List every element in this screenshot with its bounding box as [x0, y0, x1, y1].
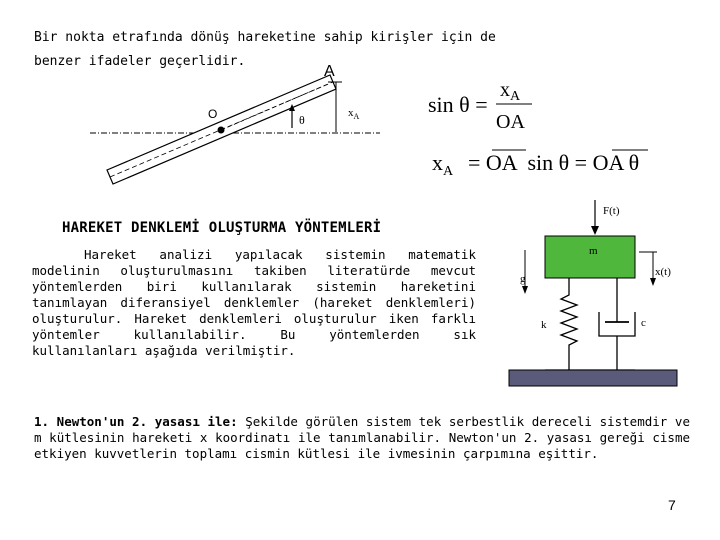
x-arrowhead	[650, 278, 656, 286]
paragraph-methods: Hareket analizi yapılacak sistemin matematik modelinin oluşturulmasını takiben literatürde mevcut yöntemlerden biri kullanılarak sistemin hareketini tanımlayan diferansiyel denklemler (hareket denklemleri) oluşturulur. Hareket denklemleri oluşturulur iken farklı yöntemler kullanılabilir. Bu yöntemlerden sık kullanılanları aşağıda verilmiştir.	[32, 247, 476, 358]
ground-block	[509, 370, 677, 386]
section-heading: HAREKET DENKLEMİ OLUŞTURMA YÖNTEMLERİ	[62, 220, 382, 236]
beam-rotation-figure	[80, 62, 400, 192]
intro-line-2: benzer ifadeler geçerlidir.	[34, 54, 246, 69]
eq1-lhs: sin θ =	[428, 92, 488, 117]
o-to-a-line	[221, 84, 328, 130]
mass-spring-damper-figure	[505, 200, 705, 400]
label-force: F(t)	[603, 205, 620, 217]
spring	[561, 278, 577, 370]
label-k: k	[541, 319, 547, 331]
label-gravity: g	[520, 273, 526, 285]
eq1-denominator: OA	[496, 111, 525, 133]
eq2-lhs: $x_A$	[432, 150, 454, 179]
label-mass: m	[589, 245, 598, 257]
page-number: 7	[668, 497, 676, 513]
newton-text: Şekilde görülen sistem tek serbestlik dereceli sistemdir ve m kütlesinin hareketi x koordinatı ile tanımlanabilir. Newton'un 2. yasası gereği cisme etkiyen kuvvetlerin toplamı cismin kütlesi ile ivmesinin çarpımına eşittir.	[34, 414, 690, 461]
label-xa: $x_A$	[348, 107, 360, 121]
label-x: x(t)	[655, 266, 671, 278]
mass-block	[545, 236, 635, 278]
intro-line-1: Bir nokta etrafında dönüş hareketine sahip kirişler için de	[34, 30, 496, 45]
eq2-rhs: = OA sin θ = OA θ	[468, 150, 640, 175]
gravity-arrowhead	[522, 286, 528, 294]
equations	[420, 72, 690, 184]
force-arrowhead	[591, 226, 599, 235]
label-theta: θ	[299, 113, 305, 127]
eq1-numerator: $x_A$	[500, 79, 521, 104]
paragraph-newton	[34, 414, 690, 462]
newton-heading: 1. Newton'un 2. yasası ile:	[34, 414, 238, 429]
label-a: A	[324, 63, 335, 80]
label-c: c	[641, 317, 646, 329]
label-o: O	[208, 107, 218, 121]
